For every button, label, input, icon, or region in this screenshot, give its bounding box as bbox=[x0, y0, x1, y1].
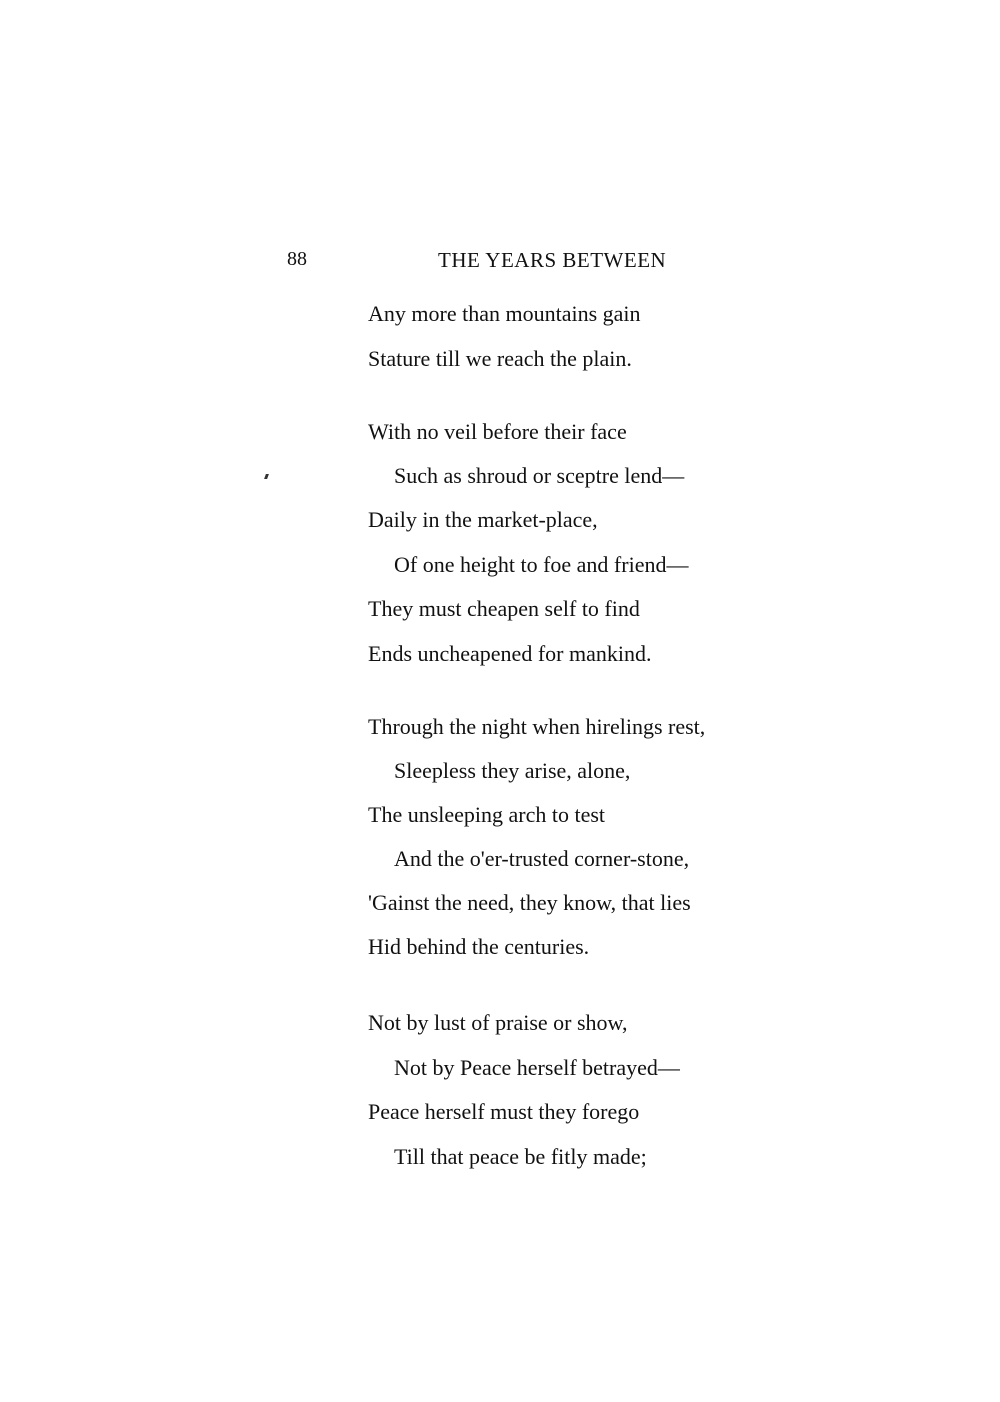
stray-ink-mark bbox=[264, 474, 269, 479]
poem-line: The unsleeping arch to test bbox=[368, 802, 606, 827]
poem-line: They must cheapen self to find bbox=[368, 596, 640, 621]
poem-line: Of one height to foe and friend— bbox=[394, 552, 689, 577]
poem-line: Through the night when hirelings rest, bbox=[368, 714, 706, 739]
poem-line: With no veil before their face bbox=[368, 419, 627, 444]
poem-line: Sleepless they arise, alone, bbox=[394, 758, 631, 783]
poem-line: Stature till we reach the plain. bbox=[368, 346, 632, 371]
poem-line: Not by Peace herself betrayed— bbox=[394, 1055, 680, 1080]
poem-line: Not by lust of praise or show, bbox=[368, 1010, 628, 1035]
page-number: 88 bbox=[287, 248, 307, 270]
poem-line: 'Gainst the need, they know, that lies bbox=[368, 890, 691, 915]
poem-line: Till that peace be fitly made; bbox=[394, 1144, 647, 1169]
poem-line: Such as shroud or sceptre lend— bbox=[394, 463, 685, 488]
poem-line: Daily in the market-place, bbox=[368, 507, 598, 532]
poem-line: Ends uncheapened for mankind. bbox=[368, 641, 652, 666]
poem-line: Any more than mountains gain bbox=[368, 301, 641, 326]
running-header-title: THE YEARS BETWEEN bbox=[438, 248, 667, 272]
poem-line: And the o'er-trusted corner-stone, bbox=[394, 846, 690, 871]
poem-line: Peace herself must they forego bbox=[368, 1099, 640, 1124]
poem-line: Hid behind the centuries. bbox=[368, 934, 590, 959]
